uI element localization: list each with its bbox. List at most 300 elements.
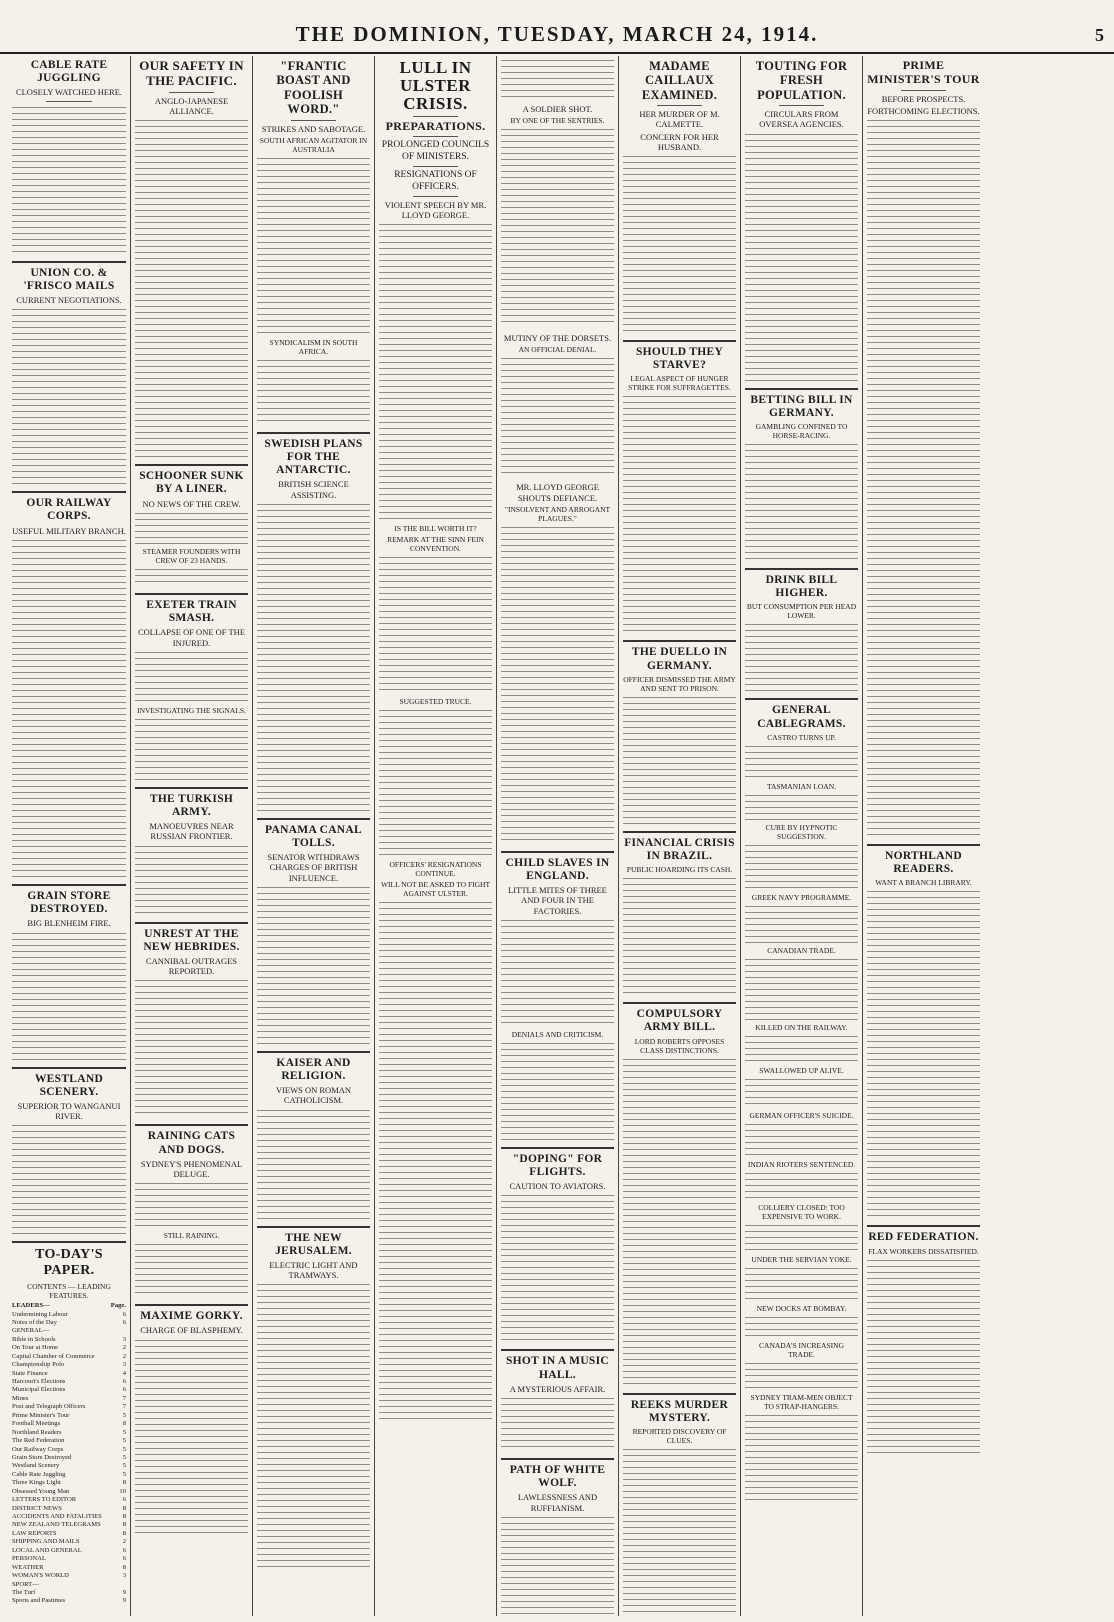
article <box>867 1231 980 1457</box>
article-subhead: BEFORE PROSPECTS. <box>881 93 966 104</box>
index-page: 6 <box>122 1555 126 1563</box>
divider <box>657 105 702 106</box>
index-item: Obsessed Young Man <box>12 1487 70 1495</box>
index-row <box>12 1505 126 1513</box>
article-body <box>745 1361 858 1391</box>
article-subhead: REPORTED DISCOVERY OF CLUES. <box>632 1427 727 1446</box>
article-headline: "DOPING" FOR FLIGHTS. <box>512 1152 603 1178</box>
article-subhead: CANNIBAL OUTRAGES REPORTED. <box>145 955 238 977</box>
article-body <box>745 1413 858 1503</box>
article-headline: KAISER AND RELIGION. <box>276 1056 351 1082</box>
article-headline: SCHOONER SUNK BY A LINER. <box>139 470 244 496</box>
article <box>501 333 614 476</box>
index-row <box>12 1420 126 1428</box>
article-headline: GENERAL CABLEGRAMS. <box>757 704 846 730</box>
index-page: 5 <box>122 1462 126 1470</box>
index-item: Harcourt's Elections <box>12 1378 66 1385</box>
divider <box>135 464 248 466</box>
index-row <box>12 1597 126 1605</box>
article-subhead: NEW DOCKS AT BOMBAY. <box>756 1303 847 1313</box>
article-subhead: SUGGESTED TRUCE. <box>399 697 472 707</box>
article-subhead: STEAMER FOUNDERS WITH CREW OF 23 HANDS. <box>142 546 241 565</box>
article-subhead: CAUTION TO AVIATORS. <box>509 1181 606 1192</box>
article-subhead: BIG BLENHEIM FIRE. <box>27 918 111 929</box>
index-row <box>12 1344 126 1352</box>
index-item: PERSONAL <box>12 1555 47 1563</box>
index-item: SHIPPING AND MAILS <box>12 1538 80 1546</box>
article-body <box>135 1242 248 1298</box>
article-subhead: SUPERIOR TO WANGANUI RIVER. <box>17 1100 121 1122</box>
index-page: 10 <box>119 1487 126 1495</box>
index-page: 8 <box>122 1563 126 1571</box>
column-1 <box>8 56 130 1616</box>
article-subhead: SYDNEY'S PHENOMENAL DELUGE. <box>140 1158 243 1179</box>
article-body <box>745 744 858 780</box>
article-body <box>257 156 370 336</box>
article <box>745 574 858 692</box>
index-item: Capital Chamber of Commerce <box>12 1352 95 1360</box>
column-8 <box>862 56 984 1616</box>
article <box>501 58 614 327</box>
article-headline: BETTING BILL IN GERMANY. <box>750 393 853 419</box>
index-row <box>12 1403 126 1411</box>
column-7 <box>740 56 862 1616</box>
article <box>501 482 614 844</box>
article-body <box>12 307 126 485</box>
article-body <box>745 793 858 821</box>
index-item: Our Railway Corps <box>12 1445 64 1453</box>
article-body <box>135 717 248 781</box>
index-item: Grain Store Destroyed <box>12 1453 72 1461</box>
divider <box>135 787 248 789</box>
index-page: 4 <box>122 1369 126 1377</box>
column-4 <box>374 56 496 1616</box>
divider <box>623 640 736 642</box>
article-body <box>135 1181 248 1229</box>
article-body <box>135 844 248 916</box>
article-headline: MR. LLOYD GEORGE SHOUTS DEFIANCE. <box>516 482 599 503</box>
article <box>12 267 126 486</box>
article-body <box>257 885 370 1045</box>
article-body <box>867 1258 980 1458</box>
index-page: 5 <box>122 1445 126 1453</box>
article-headline: COMPULSORY ARMY BILL. <box>636 1008 723 1034</box>
index-row <box>12 1462 126 1470</box>
divider <box>135 922 248 924</box>
divider <box>413 196 458 197</box>
index-item: The Red Federation <box>12 1437 65 1445</box>
article-body <box>501 356 614 476</box>
divider <box>623 340 736 342</box>
article-body <box>379 555 492 695</box>
article-subhead: BRITISH SCIENCE ASSISTING. <box>278 479 349 500</box>
index-page: 8 <box>122 1504 126 1512</box>
divider <box>867 844 980 846</box>
article-body <box>379 708 492 858</box>
article-headline: EXETER TRAIN SMASH. <box>146 598 237 625</box>
index-item: WOMAN'S WORLD <box>12 1572 69 1580</box>
article <box>745 394 858 562</box>
index-item: Three Kings Light <box>12 1479 61 1487</box>
article-body <box>135 511 248 545</box>
index-item: Undermining Labour <box>12 1310 68 1318</box>
article-subhead: KILLED ON THE RAILWAY. <box>755 1022 848 1032</box>
article-headline: WESTLAND SCENERY. <box>34 1072 104 1098</box>
article <box>135 928 248 1119</box>
article-subhead: COLLAPSE OF ONE OF THE INJURED. <box>137 627 246 648</box>
index-item: On Tour at Home <box>12 1344 59 1352</box>
index-row <box>12 1547 126 1555</box>
index-row <box>12 1564 126 1572</box>
article <box>12 890 126 1061</box>
article <box>135 470 248 587</box>
article-subhead: LITTLE MITES OF THREE AND FOUR IN THE FACTORIES. <box>508 885 607 916</box>
article <box>379 59 492 1420</box>
article-body <box>745 1171 858 1201</box>
article-headline: TOUTING FOR FRESH POPULATION. <box>755 59 848 102</box>
article-subhead: SYNDICALISM IN SOUTH AFRICA. <box>269 337 358 356</box>
column-3 <box>252 56 374 1616</box>
article-subhead: "INSOLVENT AND ARROGANT PLAGUES." <box>504 504 611 523</box>
index-header-left: LEADERS— <box>12 1301 50 1309</box>
article-body <box>745 442 858 562</box>
article-body <box>623 394 736 634</box>
index-row <box>12 1437 126 1445</box>
index-item: GENERAL— <box>12 1327 50 1335</box>
article-body <box>501 127 614 327</box>
column-6 <box>618 56 740 1616</box>
article-subhead: WANT A BRANCH LIBRARY. <box>875 878 972 888</box>
divider <box>12 491 126 493</box>
index-item: The Turf <box>12 1588 36 1596</box>
article-body <box>501 1041 614 1141</box>
divider <box>501 851 614 853</box>
index-row <box>12 1513 126 1521</box>
divider <box>257 818 370 820</box>
index-item: Post and Telegraph Officers <box>12 1403 86 1411</box>
article-headline: RAINING CATS AND DOGS. <box>147 1130 236 1156</box>
article <box>867 850 980 1219</box>
index-item: WEATHER <box>12 1563 44 1571</box>
article <box>135 1130 248 1298</box>
divider <box>413 136 458 137</box>
divider <box>135 1124 248 1126</box>
article-headline: PANAMA CANAL TOLLS. <box>265 823 362 849</box>
divider <box>901 90 946 91</box>
article-subhead: SWALLOWED UP ALIVE. <box>759 1065 844 1075</box>
article <box>623 346 736 634</box>
article-body <box>745 904 858 944</box>
article-subhead: OFFICER DISMISSED THE ARMY AND SENT TO PRISON. <box>623 674 736 693</box>
newspaper-columns <box>8 56 1106 1616</box>
index-item: Football Meetings <box>12 1420 61 1428</box>
article-subhead: SENATOR WITHDRAWS CHARGES OF BRITISH INFLUENCE. <box>267 852 360 883</box>
article-body <box>501 1193 614 1343</box>
index-item: Cable Rate Juggling <box>12 1470 66 1478</box>
article-subhead: ANGLO-JAPANESE ALLIANCE. <box>154 95 229 117</box>
article-headline: LULL IN ULSTER CRISIS. <box>399 58 472 113</box>
divider <box>745 568 858 570</box>
index-item: DISTRICT NEWS <box>12 1504 62 1512</box>
index-row <box>12 1555 126 1563</box>
index-page: 3 <box>122 1572 126 1580</box>
index-page: 9 <box>122 1597 126 1605</box>
index-row <box>12 1572 126 1580</box>
index-row <box>12 1370 126 1378</box>
article-body <box>501 58 614 102</box>
article <box>623 837 736 996</box>
article-subhead: USEFUL MILITARY BRANCH. <box>12 525 126 536</box>
index-page: 7 <box>122 1403 126 1411</box>
article-headline: THE DUELLO IN GERMANY. <box>631 646 728 672</box>
article-headline: PATH OF WHITE WOLF. <box>509 1464 606 1490</box>
index-row <box>12 1327 126 1335</box>
article-subhead: INDIAN RIOTERS SENTENCED. <box>747 1159 856 1169</box>
index-item: LETTERS TO EDITOR <box>12 1496 77 1504</box>
index-item: Notes of the Day <box>12 1318 57 1326</box>
index-row <box>12 1378 126 1386</box>
article-subhead: CIRCULARS FROM OVERSEA AGENCIES. <box>759 109 844 130</box>
index-page: 8 <box>122 1529 126 1537</box>
index-item: Bible in Schools <box>12 1335 56 1343</box>
article-subhead: LORD ROBERTS OPPOSES CLASS DISTINCTIONS. <box>634 1036 725 1055</box>
article <box>623 1008 736 1386</box>
article <box>135 59 248 458</box>
index-page: 6 <box>122 1310 126 1318</box>
article-subhead: FORTHCOMING ELECTIONS. <box>867 105 980 116</box>
contents-index <box>12 1247 126 1606</box>
article-subhead: GERMAN OFFICER'S SUICIDE. <box>749 1110 854 1120</box>
article-body <box>745 1315 858 1339</box>
divider <box>169 92 214 93</box>
divider <box>12 1241 126 1243</box>
article-subhead: CHARGE OF BLASPHEMY. <box>140 1325 243 1336</box>
article-subhead: REMARK AT THE SINN FEIN CONVENTION. <box>387 535 484 554</box>
index-page: 5 <box>122 1428 126 1436</box>
article-body <box>745 1266 858 1302</box>
article-subhead: CANADIAN TRADE. <box>767 945 836 955</box>
article-subhead: A MYSTERIOUS AFFAIR. <box>509 1383 606 1394</box>
article-body <box>745 957 858 1021</box>
article-headline: THE TURKISH ARMY. <box>149 792 234 818</box>
index-page: 5 <box>122 1470 126 1478</box>
article-subhead: UNDER THE SERVIAN YOKE. <box>751 1254 852 1264</box>
divider <box>12 261 126 263</box>
article <box>12 1073 126 1236</box>
article-headline: TO-DAY'S PAPER. <box>35 1247 103 1279</box>
divider <box>135 1304 248 1306</box>
article-subhead: ELECTRIC LIGHT AND TRAMWAYS. <box>269 1259 358 1281</box>
article-headline: MADAME CAILLAUX EXAMINED. <box>641 59 718 102</box>
article <box>12 59 126 255</box>
article-headline: "FRANTIC BOAST AND FOOLISH WORD." <box>276 59 351 117</box>
divider <box>257 432 370 434</box>
article-body <box>745 622 858 692</box>
article-body <box>623 1447 736 1616</box>
index-row <box>12 1336 126 1344</box>
index-row <box>12 1353 126 1361</box>
article-body <box>745 843 858 891</box>
article-headline: CABLE RATE JUGGLING <box>30 59 108 85</box>
index-row <box>12 1521 126 1529</box>
article-subhead: A SOLDIER SHOT. <box>522 104 593 114</box>
article-subhead: PUBLIC HOARDING ITS CASH. <box>626 865 733 875</box>
article-body <box>135 650 248 704</box>
divider <box>501 1349 614 1351</box>
article-subhead: CONTENTS — LEADING FEATURES. <box>27 1281 111 1300</box>
index-row <box>12 1530 126 1538</box>
divider <box>413 116 458 117</box>
index-row <box>12 1479 126 1487</box>
article <box>501 1464 614 1616</box>
column-5 <box>496 56 618 1616</box>
article-body <box>379 900 492 1420</box>
index-row <box>12 1395 126 1403</box>
article-body <box>501 918 614 1028</box>
index-page: 8 <box>122 1521 126 1529</box>
divider <box>745 388 858 390</box>
article-subhead: TASMANIAN LOAN. <box>767 781 836 791</box>
article-headline: NORTHLAND READERS. <box>884 849 963 876</box>
article-subhead: PREPARATIONS. <box>385 118 486 133</box>
article-subhead: CONCERN FOR HER HUSBAND. <box>640 131 719 152</box>
index-item: ACCIDENTS AND FATALITIES <box>12 1513 102 1520</box>
index-page: 6 <box>122 1546 126 1554</box>
index-page: 8 <box>122 1513 126 1520</box>
divider <box>12 1067 126 1069</box>
article <box>12 497 126 878</box>
article-body <box>745 132 858 382</box>
index-page: 5 <box>122 1411 126 1419</box>
article-subhead: OFFICERS' RESIGNATIONS CONTINUE. <box>389 860 482 879</box>
index-page: 8 <box>122 1420 126 1428</box>
article-headline: CHILD SLAVES IN ENGLAND. <box>505 856 610 882</box>
index-row <box>12 1496 126 1504</box>
index-page: 7 <box>122 1394 126 1402</box>
article-headline: UNREST AT THE NEW HEBRIDES. <box>143 927 240 953</box>
article-headline: UNION CO. & 'FRISCO MAILS <box>23 266 115 292</box>
article-subhead: AN OFFICIAL DENIAL. <box>518 345 597 355</box>
article-subhead: RESIGNATIONS OF OFFICERS. <box>394 170 477 192</box>
article <box>867 59 980 838</box>
index-page: 3 <box>122 1335 126 1343</box>
index-header-right: Page. <box>110 1301 126 1309</box>
article-body <box>501 1515 614 1616</box>
index-item: LAW REPORTS <box>12 1529 57 1537</box>
index-row <box>12 1589 126 1597</box>
article-headline: OUR RAILWAY CORPS. <box>26 497 112 523</box>
index-page: 5 <box>122 1437 126 1445</box>
divider <box>501 1458 614 1460</box>
article-body <box>135 118 248 458</box>
index-page: 6 <box>122 1496 126 1504</box>
index-page: 3 <box>122 1361 126 1369</box>
article-body <box>135 567 248 587</box>
article-body <box>257 358 370 426</box>
index-page: 5 <box>122 1453 126 1461</box>
article-subhead: WILL NOT BE ASKED TO FIGHT AGAINST ULSTER. <box>380 880 491 899</box>
divider <box>291 120 336 121</box>
article-subhead: CURRENT NEGOTIATIONS. <box>16 295 122 306</box>
article-subhead: HER MURDER OF M. CALMETTE. <box>639 109 720 130</box>
article-body <box>623 154 736 334</box>
article-body <box>745 1223 858 1253</box>
divider <box>623 1393 736 1395</box>
article-subhead: MANOEUVRES NEAR RUSSIAN FRONTIER. <box>149 821 234 842</box>
article-body <box>12 538 126 878</box>
index-item: LOCAL AND GENERAL <box>12 1546 82 1554</box>
article-subhead: LEGAL ASPECT OF HUNGER STRIKE FOR SUFFRAGETTES. <box>628 374 731 393</box>
index-row <box>12 1311 126 1319</box>
article <box>623 646 736 824</box>
article-headline: SWEDISH PLANS FOR THE ANTARCTIC. <box>264 437 363 477</box>
index-item: NEW ZEALAND TELEGRAMS <box>12 1521 101 1529</box>
article-body <box>135 978 248 1118</box>
article-subhead: FLAX WORKERS DISSATISFIED. <box>868 1246 979 1256</box>
divider <box>867 1225 980 1227</box>
article-body <box>745 1077 858 1109</box>
index-item: Prime Minister's Tour <box>12 1411 70 1419</box>
index-page: 6 <box>122 1378 126 1385</box>
article <box>135 793 248 916</box>
index-row <box>12 1361 126 1369</box>
article-subhead: NO NEWS OF THE CREW. <box>142 498 241 509</box>
index-row <box>12 1386 126 1394</box>
article <box>501 857 614 1141</box>
article-subhead: INVESTIGATING THE SIGNALS. <box>137 705 246 715</box>
article <box>257 438 370 812</box>
divider <box>257 1051 370 1053</box>
article-headline: SHOT IN A MUSIC HALL. <box>505 1355 610 1381</box>
page-number: 5 <box>1095 25 1104 45</box>
index-page: 6 <box>122 1318 126 1326</box>
article-subhead: BY ONE OF THE SENTRIES. <box>510 116 605 126</box>
divider <box>745 698 858 700</box>
article <box>257 1232 370 1573</box>
index-row <box>12 1488 126 1496</box>
index-page: 2 <box>122 1538 126 1546</box>
index-item: Championship Polo <box>12 1361 65 1369</box>
article-subhead: STILL RAINING. <box>163 1231 220 1241</box>
index-row <box>12 1454 126 1462</box>
article-subhead: VIOLENT SPEECH BY MR. LLOYD GEORGE. <box>384 199 487 221</box>
divider <box>501 1147 614 1149</box>
article-body <box>623 695 736 825</box>
article <box>257 59 370 426</box>
index-row <box>12 1319 126 1327</box>
article-body <box>501 1396 614 1452</box>
article-subhead: CURE BY HYPNOTIC SUGGESTION. <box>765 822 838 841</box>
article-body <box>12 931 126 1061</box>
article-subhead: LAWLESSNESS AND RUFFIANISM. <box>517 1492 598 1513</box>
index-row <box>12 1538 126 1546</box>
article <box>257 1057 370 1220</box>
newspaper-title: THE DOMINION, TUESDAY, MARCH 24, 1914. <box>295 22 819 46</box>
index-page: 8 <box>122 1479 126 1487</box>
article-subhead: DENIALS AND CRITICISM. <box>511 1029 604 1039</box>
index-page: 2 <box>122 1352 126 1360</box>
divider <box>413 166 458 167</box>
article-subhead: CASTRO TURNS UP. <box>767 732 836 742</box>
index-row <box>12 1581 126 1589</box>
article-subhead: SOUTH AFRICAN AGITATOR IN AUSTRALIA <box>259 135 368 154</box>
article-body <box>379 222 492 522</box>
article-body <box>257 1108 370 1220</box>
index-page: 6 <box>122 1386 126 1394</box>
article-subhead: IS THE BILL WORTH IT? <box>394 524 477 534</box>
article <box>501 1153 614 1344</box>
divider <box>623 1002 736 1004</box>
